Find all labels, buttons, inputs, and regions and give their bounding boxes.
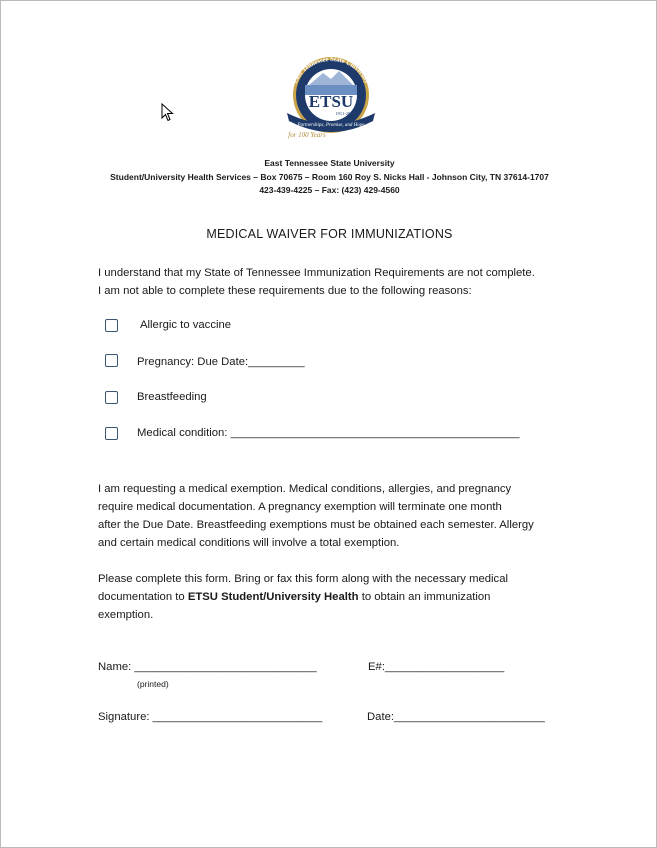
option-label: Pregnancy: Due Date:_________ <box>137 356 305 368</box>
instructions-line: documentation to ETSU Student/University Health to obtain an immunization <box>98 591 491 603</box>
page-title: MEDICAL WAIVER FOR IMMUNIZATIONS <box>206 227 453 241</box>
option-label: Breastfeeding <box>137 391 207 403</box>
name-field[interactable]: Name: _____________________________ <box>98 661 317 673</box>
e-number-field[interactable]: E#:___________________ <box>368 661 505 673</box>
intro-line: I am not able to complete these requirements due to the following reasons: <box>98 285 472 297</box>
mouse-pointer-icon <box>161 103 175 123</box>
svg-text:ETSU: ETSU <box>308 92 354 111</box>
option-label: Medical condition: ______________________________________________ <box>137 427 520 439</box>
checkbox[interactable] <box>105 427 118 440</box>
intro-paragraph <box>98 264 578 300</box>
exemption-line: I am requesting a medical exemption. Medical conditions, allergies, and pregnancy <box>98 483 512 495</box>
instructions-line: exemption. <box>98 609 154 621</box>
exemption-line: after the Due Date. Breastfeeding exemptions must be obtained each semester. Allergy <box>98 519 534 531</box>
etsu-logo <box>279 53 383 141</box>
option-label: Allergic to vaccine <box>140 319 232 331</box>
intro-line: I understand that my State of Tennessee Immunization Requirements are not complete. <box>98 267 535 279</box>
exemption-paragraph <box>98 480 578 552</box>
header-phone: 423-439-4225 – Fax: (423) 429-4560 <box>259 185 400 195</box>
checkbox[interactable] <box>105 391 118 404</box>
health-services-name: ETSU Student/University Health <box>187 591 359 603</box>
instructions-line: Please complete this form. Bring or fax this form along with the necessary medical <box>98 573 509 585</box>
svg-text:East Tennessee State Universit: East Tennessee State University <box>291 55 371 85</box>
svg-text:1911-2011: 1911-2011 <box>335 111 355 116</box>
checkbox[interactable] <box>105 354 118 367</box>
header-university: East Tennessee State University <box>264 158 395 168</box>
svg-text:Partnerships, Promise, and Hop: Partnerships, Promise, and Hope <box>297 123 365 128</box>
header-address: Student/University Health Services – Box 70675 – Room 160 Roy S. Nicks Hall - Johnson City, TN 37614-1707 <box>110 172 549 182</box>
date-field[interactable]: Date:________________________ <box>367 711 545 723</box>
exemption-line: require medical documentation. A pregnancy exemption will terminate one month <box>98 501 502 513</box>
checkbox[interactable] <box>105 319 118 332</box>
printed-hint: (printed) <box>137 679 169 689</box>
exemption-line: and certain medical conditions will involve a total exemption. <box>98 537 400 549</box>
instructions-paragraph <box>98 570 578 624</box>
signature-field[interactable]: Signature: ___________________________ <box>98 711 323 723</box>
svg-text:for 100 Years: for 100 Years <box>288 131 326 139</box>
